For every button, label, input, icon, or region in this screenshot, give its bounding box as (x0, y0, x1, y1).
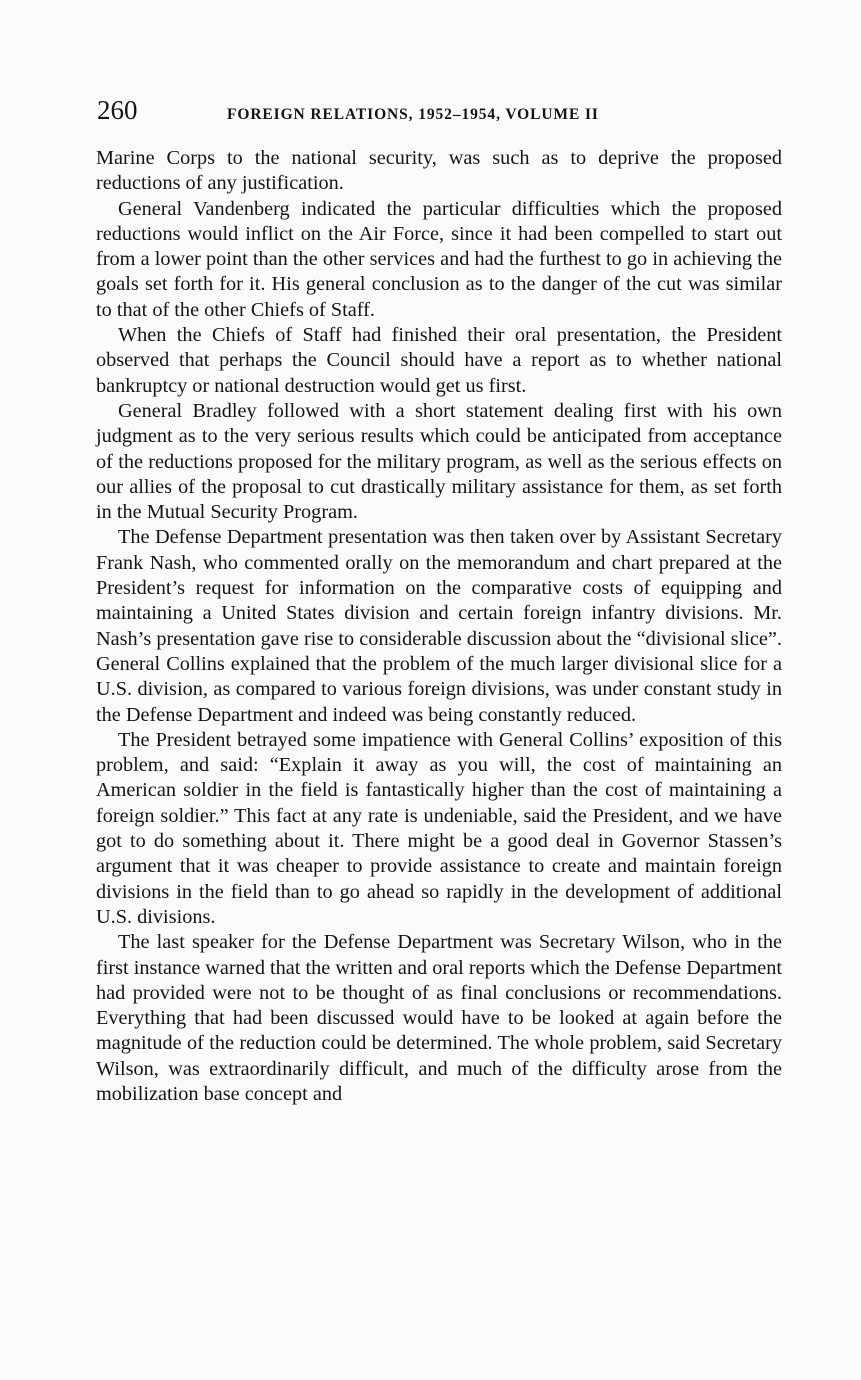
paragraph: The Defense Department presentation was then taken over by Assistant Secretary Frank Nash, who commented orally on the memorandum and chart prepared at the President’s request for information on the comparative costs of equipping and maintaining a United States division and certain foreign infantry divisions. Mr. Nash’s presentation gave rise to considerable discussion about the “divisional slice”. General Collins explained that the problem of the much larger divisional slice for a U.S. division, as compared to various foreign divisions, was under constant study in the Defense Department and indeed was being constantly reduced. (96, 526, 782, 726)
paragraph-continued: Marine Corps to the national security, was such as to deprive the proposed reductions of any justification. (96, 147, 782, 195)
body-text (96, 146, 782, 1107)
page-number: 260 (97, 95, 138, 125)
paragraph: When the Chiefs of Staff had finished their oral presentation, the President observed that perhaps the Council should have a report as to whether national bankruptcy or national destruction would get us first. (96, 324, 782, 397)
page-header (97, 94, 787, 134)
paragraph: The last speaker for the Defense Department was Secretary Wilson, who in the first instance warned that the written and oral reports which the Defense Department had provided were not to be thought of as final conclusions or recommendations. Everything that had been discussed would have to be looked at again before the magnitude of the reduction could be determined. The whole problem, said Secretary Wilson, was extraordinarily difficult, and much of the difficulty arose from the mobilization base concept and (96, 931, 782, 1105)
running-title: FOREIGN RELATIONS, 1952–1954, VOLUME II (227, 106, 599, 123)
paragraph: General Bradley followed with a short statement dealing first with his own judgment as to the very serious results which could be anticipated from acceptance of the reductions proposed for the military program, as well as the serious effects on our allies of the proposal to cut drastically military assistance for them, as set forth in the Mutual Security Program. (96, 399, 782, 524)
paragraph: General Vandenberg indicated the particular difficulties which the proposed reductions would inflict on the Air Force, since it had been compelled to start out from a lower point than the other services and had the furthest to go in achieving the goals set forth for it. His general conclusion as to the danger of the cut was similar to that of the other Chiefs of Staff. (96, 197, 782, 321)
paragraph: The President betrayed some impatience with General Collins’ exposition of this problem, and said: “Explain it away as you will, the cost of maintaining an American soldier in the field is fantastically higher than the cost of maintaining a foreign soldier.” This fact at any rate is undeniable, said the President, and we have got to do something about it. There might be a good deal in Governor Stassen’s argument that it was cheaper to provide assistance to create and maintain foreign divisions in the field than to go ahead so rapidly in the development of additional U.S. divisions. (96, 728, 782, 928)
